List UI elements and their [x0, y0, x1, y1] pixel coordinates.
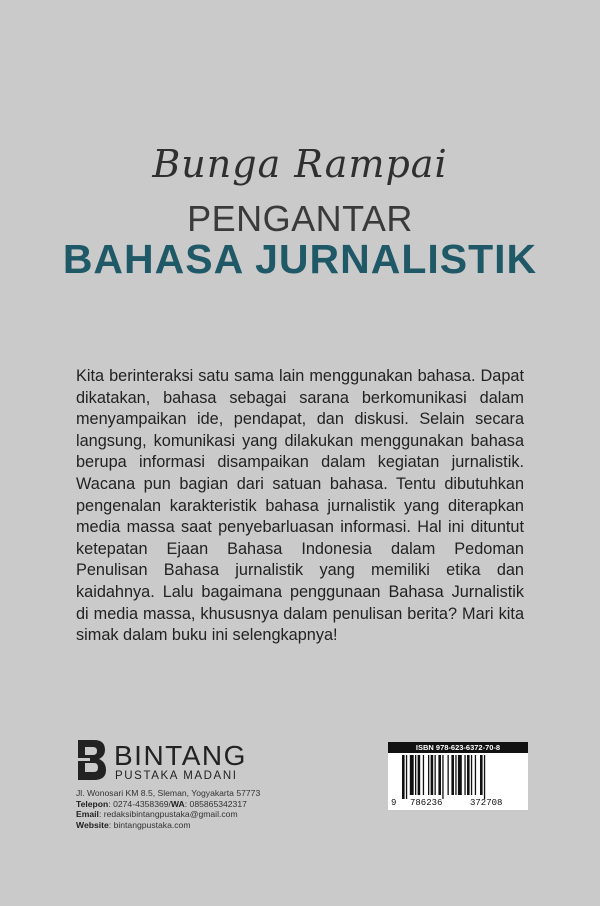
cover-title-sub: BAHASA JURNALISTIK [62, 236, 538, 282]
barcode-bars-icon [388, 755, 528, 799]
publisher-name: BINTANG [114, 740, 247, 771]
publisher-subname: PUSTAKA MADANI [115, 770, 238, 782]
publisher-phone: Telepon: 0274-4358369/WA: 085865342317 [76, 798, 247, 809]
cover-title-script: Bunga Rampai [152, 142, 448, 186]
publisher-contact [76, 788, 260, 830]
barcode-digit-first: 9 [391, 798, 397, 808]
barcode-digits-left: 786236 [410, 798, 443, 808]
publisher-website: Website: bintangpustaka.com [76, 819, 191, 830]
barcode-digits-right: 372708 [470, 798, 503, 808]
isbn-label: ISBN 978-623-6372-70-8 [388, 742, 528, 753]
publisher-email: Email: redaksibintangpustaka@gmail.com [76, 809, 238, 820]
cover-title-main: PENGANTAR [187, 198, 413, 239]
back-cover-blurb: Kita berinteraksi satu sama lain menggunakan bahasa. Dapat dikatakan, bahasa sebagai sarana berkomunikasi dalam menyampaikan ide, pendapat, dan diskusi. Selain secara langsung, komunikasi yang dilakukan menggunakan bahasa berupa informasi disampaikan dalam kegiatan jurnalistik. Wacana pun bagian dari satuan bahasa. Tentu dibutuhkan pengenalan karakteristik bahasa jurnalistik yang diterapkan media massa saat penyebarluasan informasi. Hal ini dituntut ketepatan Ejaan Bahasa Indonesia dalam Pedoman Penulisan Bahasa jurnalistik yang memiliki etika dan kaidahnya. Lalu bagaimana penggunaan Bahasa Jurnalistik di media massa, khususnya dalam penulisan berita? Mari kita simak dalam buku ini selengkapnya! [76, 367, 524, 645]
bintang-logo-icon [76, 738, 108, 782]
publisher-address: Jl. Wonosari KM 8.5, Sleman, Yogyakarta 57773 [76, 788, 261, 798]
isbn-barcode [388, 742, 528, 810]
